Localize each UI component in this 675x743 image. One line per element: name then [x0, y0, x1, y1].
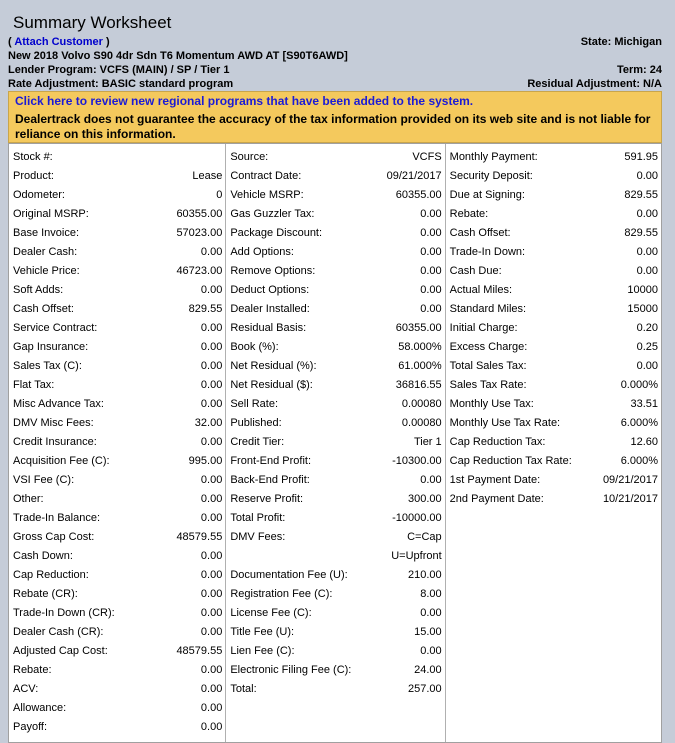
worksheet-row — [13, 281, 222, 300]
field-label: 1st Payment Date: — [449, 474, 541, 486]
worksheet-row — [230, 338, 441, 357]
worksheet-row — [450, 281, 658, 300]
attach-customer-link[interactable]: Attach Customer — [14, 36, 103, 48]
field-value: 0.00 — [420, 246, 442, 258]
field-label: Rebate: — [13, 664, 52, 676]
field-value: 0.00 — [200, 550, 223, 562]
field-value: 995.00 — [188, 455, 223, 467]
worksheet-row — [230, 376, 441, 395]
worksheet-row — [450, 490, 658, 509]
worksheet-row — [450, 338, 658, 357]
field-label: Vehicle MSRP: — [230, 189, 304, 201]
field-label: Cash Offset: — [13, 303, 74, 315]
worksheet-row — [230, 167, 441, 186]
worksheet-row — [230, 547, 441, 566]
worksheet-row — [230, 395, 441, 414]
field-value: 0.20 — [636, 322, 658, 334]
field-value: 0.00080 — [401, 417, 442, 429]
field-value: 09/21/2017 — [602, 474, 658, 486]
field-value: 0.00 — [420, 284, 442, 296]
worksheet-row — [13, 623, 222, 642]
field-label: Contract Date: — [230, 170, 302, 182]
worksheet-row — [230, 357, 441, 376]
worksheet-row — [230, 642, 441, 661]
field-value: 48579.55 — [176, 531, 223, 543]
worksheet-row — [13, 452, 222, 471]
field-label: Credit Insurance: — [13, 436, 97, 448]
field-value: 0.00 — [200, 702, 223, 714]
field-value: 0.000% — [620, 379, 658, 391]
field-value: 24.00 — [414, 664, 442, 676]
worksheet-row — [13, 300, 222, 319]
worksheet-row — [13, 319, 222, 338]
field-value: 0.00 — [420, 265, 442, 277]
attach-open-paren: ( — [8, 36, 12, 48]
field-value: 0.00 — [200, 341, 223, 353]
state-label: State: Michigan — [580, 36, 662, 48]
worksheet-row — [450, 186, 658, 205]
field-label: Actual Miles: — [449, 284, 513, 296]
field-label: Other: — [13, 493, 44, 505]
worksheet-row — [13, 433, 222, 452]
field-label: Gross Cap Cost: — [13, 531, 95, 543]
field-value: Tier 1 — [413, 436, 442, 448]
field-label: Initial Charge: — [449, 322, 518, 334]
field-value: 60355.00 — [395, 322, 442, 334]
worksheet-row — [450, 319, 658, 338]
worksheet-row — [13, 357, 222, 376]
field-label: Cash Due: — [449, 265, 502, 277]
field-label: Cash Down: — [13, 550, 73, 562]
field-value: 10000 — [627, 284, 658, 296]
worksheet-row — [450, 167, 658, 186]
field-label: Cap Reduction Tax Rate: — [449, 455, 572, 467]
field-value: 48579.55 — [176, 645, 223, 657]
worksheet-row — [450, 205, 658, 224]
field-value: 0.00 — [200, 284, 223, 296]
worksheet-row — [230, 262, 441, 281]
field-value: 0.00 — [636, 360, 658, 372]
field-value: 0.00 — [200, 683, 223, 695]
field-value: 0.00 — [200, 474, 223, 486]
field-value: 09/21/2017 — [386, 170, 442, 182]
field-label: Add Options: — [230, 246, 294, 258]
worksheet-row — [230, 661, 441, 680]
field-value: 15000 — [627, 303, 658, 315]
field-value: 0.00 — [420, 227, 442, 239]
field-value: 0.00 — [636, 246, 658, 258]
field-label: Total: — [230, 683, 257, 695]
field-label: Rebate (CR): — [13, 588, 78, 600]
field-label: Rebate: — [449, 208, 489, 220]
field-value: 0.00 — [200, 721, 223, 733]
worksheet-row — [230, 452, 441, 471]
field-value: 8.00 — [420, 588, 442, 600]
worksheet-row — [230, 243, 441, 262]
field-value: 829.55 — [188, 303, 223, 315]
field-label: Flat Tax: — [13, 379, 55, 391]
field-value: 0.00 — [420, 607, 442, 619]
field-label: Cap Reduction Tax: — [449, 436, 546, 448]
field-label: Remove Options: — [230, 265, 316, 277]
worksheet-row — [450, 224, 658, 243]
field-label: Lien Fee (C): — [230, 645, 295, 657]
field-label: Published: — [230, 417, 282, 429]
worksheet-row — [230, 319, 441, 338]
worksheet-row — [230, 585, 441, 604]
field-label: Stock #: — [13, 151, 53, 163]
worksheet-row — [230, 281, 441, 300]
field-label: Adjusted Cap Cost: — [13, 645, 108, 657]
field-value: 300.00 — [408, 493, 442, 505]
field-value: 58.000% — [398, 341, 442, 353]
field-label: Reserve Profit: — [230, 493, 304, 505]
field-label: Original MSRP: — [13, 208, 89, 220]
regional-programs-link[interactable]: Click here to review new regional programs that have been added to the system. — [15, 94, 474, 108]
field-label: Misc Advance Tax: — [13, 398, 104, 410]
field-value: 257.00 — [408, 683, 442, 695]
field-label: Total Sales Tax: — [449, 360, 527, 372]
field-value: 0.00 — [200, 588, 223, 600]
field-label: Product: — [13, 170, 54, 182]
field-value: 0.00 — [420, 645, 442, 657]
worksheet-panel — [8, 143, 662, 743]
worksheet-row — [230, 205, 441, 224]
worksheet-row — [13, 604, 222, 623]
worksheet-row — [450, 433, 658, 452]
worksheet-row — [230, 471, 441, 490]
field-label: Front-End Profit: — [230, 455, 312, 467]
field-label: Sell Rate: — [230, 398, 279, 410]
field-value: 0.00 — [200, 360, 223, 372]
field-label: Service Contract: — [13, 322, 98, 334]
worksheet-row — [13, 338, 222, 357]
field-label: Odometer: — [13, 189, 65, 201]
field-label: Total Profit: — [230, 512, 286, 524]
field-value: 32.00 — [194, 417, 223, 429]
worksheet-row — [450, 376, 658, 395]
field-value: 0.00 — [200, 512, 223, 524]
field-value: 829.55 — [624, 227, 658, 239]
field-value: C=Cap — [407, 531, 442, 543]
cost-column — [9, 144, 226, 742]
field-value: 0.00 — [200, 322, 223, 334]
worksheet-row — [230, 148, 441, 167]
attach-close-paren: ) — [106, 36, 110, 48]
vehicle-row — [8, 49, 662, 63]
field-value: 33.51 — [630, 398, 658, 410]
field-label: Cap Reduction: — [13, 569, 89, 581]
field-value: 0.00 — [200, 626, 223, 638]
worksheet-row — [13, 680, 222, 699]
worksheet-row — [230, 433, 441, 452]
worksheet-row — [230, 566, 441, 585]
field-value: 0.00 — [200, 398, 223, 410]
worksheet-row — [13, 148, 222, 167]
field-value: VCFS — [412, 151, 442, 163]
field-label: Sales Tax (C): — [13, 360, 82, 372]
field-label: Acquisition Fee (C): — [13, 455, 110, 467]
worksheet-row — [450, 300, 658, 319]
worksheet-row — [13, 243, 222, 262]
field-label: DMV Misc Fees: — [13, 417, 94, 429]
field-value: 0 — [216, 189, 223, 201]
field-label: Payoff: — [13, 721, 48, 733]
worksheet-row — [13, 566, 222, 585]
field-label: Electronic Filing Fee (C): — [230, 664, 352, 676]
field-label: Vehicle Price: — [13, 265, 80, 277]
tax-disclaimer: Dealertrack does not guarantee the accuracy of the tax information provided on its web site and is not liable for reliance on this information. — [15, 112, 651, 141]
field-value: 0.00 — [200, 436, 223, 448]
lender-program: Lender Program: VCFS (MAIN) / SP / Tier 1 — [8, 64, 230, 76]
field-value: 0.00 — [420, 474, 442, 486]
worksheet-row — [450, 262, 658, 281]
worksheet-row — [13, 585, 222, 604]
field-label: Dealer Cash: — [13, 246, 78, 258]
field-value: 0.00 — [636, 208, 658, 220]
field-label: Documentation Fee (U): — [230, 569, 348, 581]
worksheet-row — [450, 357, 658, 376]
worksheet-row — [450, 395, 658, 414]
field-value: 46723.00 — [176, 265, 223, 277]
worksheet-row — [450, 414, 658, 433]
field-value: 0.00 — [420, 208, 442, 220]
field-value: 0.00 — [420, 303, 442, 315]
field-value: 0.00 — [200, 569, 223, 581]
field-value: 0.00 — [200, 607, 223, 619]
worksheet-row — [450, 243, 658, 262]
field-label: Credit Tier: — [230, 436, 285, 448]
worksheet-row — [13, 528, 222, 547]
field-label: Registration Fee (C): — [230, 588, 333, 600]
field-value: 6.000% — [620, 417, 658, 429]
field-label: Cash Offset: — [449, 227, 511, 239]
worksheet-row — [13, 661, 222, 680]
field-label: Gap Insurance: — [13, 341, 89, 353]
field-value: U=Upfront — [391, 550, 442, 562]
field-value: 0.00 — [200, 664, 223, 676]
field-label: Dealer Installed: — [230, 303, 310, 315]
worksheet-row — [230, 300, 441, 319]
worksheet-row — [13, 186, 222, 205]
field-value: 36816.55 — [395, 379, 442, 391]
field-label: Source: — [230, 151, 269, 163]
field-value: -10300.00 — [392, 455, 442, 467]
field-value: Lease — [192, 170, 223, 182]
residual-column — [226, 144, 445, 742]
field-label: Trade-In Down (CR): — [13, 607, 115, 619]
worksheet-row — [230, 623, 441, 642]
attach-row — [8, 35, 662, 49]
worksheet-row — [230, 186, 441, 205]
field-value: 0.00080 — [401, 398, 442, 410]
field-label: Sales Tax Rate: — [449, 379, 527, 391]
worksheet-row — [13, 224, 222, 243]
field-value: 60355.00 — [395, 189, 442, 201]
field-label: Package Discount: — [230, 227, 323, 239]
field-label: License Fee (C): — [230, 607, 312, 619]
worksheet-row — [230, 224, 441, 243]
worksheet-row — [13, 490, 222, 509]
field-label: Book (%): — [230, 341, 279, 353]
worksheet-row — [13, 642, 222, 661]
field-label: Monthly Use Tax: — [449, 398, 534, 410]
worksheet-row — [13, 509, 222, 528]
rate-row — [8, 77, 662, 91]
field-value: 61.000% — [398, 360, 442, 372]
term-label: Term: 24 — [616, 64, 662, 76]
worksheet-row — [230, 604, 441, 623]
payment-column — [446, 144, 661, 742]
vehicle-description: New 2018 Volvo S90 4dr Sdn T6 Momentum AWD AT [S90T6AWD] — [8, 50, 348, 62]
page-title: Summary Worksheet — [13, 13, 172, 32]
field-label: Base Invoice: — [13, 227, 80, 239]
field-label: Back-End Profit: — [230, 474, 310, 486]
worksheet-row — [13, 471, 222, 490]
worksheet-row — [13, 395, 222, 414]
field-label: Net Residual (%): — [230, 360, 317, 372]
field-value: 0.00 — [200, 379, 223, 391]
field-label: 2nd Payment Date: — [449, 493, 544, 505]
field-value: 0.00 — [200, 246, 223, 258]
worksheet-row — [230, 490, 441, 509]
field-value: 15.00 — [414, 626, 442, 638]
worksheet-row — [230, 680, 441, 699]
field-label: ACV: — [13, 683, 39, 695]
field-label: Soft Adds: — [13, 284, 64, 296]
field-label: Standard Miles: — [449, 303, 527, 315]
field-value: -10000.00 — [392, 512, 442, 524]
worksheet-row — [230, 528, 441, 547]
field-value: 12.60 — [630, 436, 658, 448]
field-value: 57023.00 — [176, 227, 223, 239]
worksheet-row — [13, 376, 222, 395]
field-label: Monthly Use Tax Rate: — [449, 417, 561, 429]
field-label: Security Deposit: — [449, 170, 533, 182]
field-value: 6.000% — [620, 455, 658, 467]
residual-adjustment: Residual Adjustment: N/A — [527, 78, 662, 90]
rate-adjustment: Rate Adjustment: BASIC standard program — [8, 78, 234, 90]
field-value: 829.55 — [624, 189, 658, 201]
worksheet-row — [230, 414, 441, 433]
worksheet-row — [450, 148, 658, 167]
field-label: Trade-In Balance: — [13, 512, 101, 524]
field-value: 60355.00 — [176, 208, 223, 220]
notice-banner — [8, 91, 662, 143]
field-label: VSI Fee (C): — [13, 474, 75, 486]
worksheet-row — [13, 167, 222, 186]
worksheet-row — [13, 414, 222, 433]
field-label: Trade-In Down: — [449, 246, 526, 258]
field-value: 0.00 — [636, 170, 658, 182]
worksheet-row — [13, 205, 222, 224]
worksheet-row — [450, 452, 658, 471]
field-value: 0.00 — [636, 265, 658, 277]
worksheet-row — [13, 699, 222, 718]
field-label: Deduct Options: — [230, 284, 310, 296]
field-label: Dealer Cash (CR): — [13, 626, 104, 638]
field-label: Gas Guzzler Tax: — [230, 208, 315, 220]
lender-row — [8, 63, 662, 77]
worksheet-row — [230, 509, 441, 528]
field-value: 0.00 — [200, 493, 223, 505]
field-label: Allowance: — [13, 702, 67, 714]
worksheet-row — [450, 471, 658, 490]
attach-customer-wrapper — [8, 35, 110, 49]
field-value: 0.25 — [636, 341, 658, 353]
worksheet-row — [13, 262, 222, 281]
field-label: Due at Signing: — [449, 189, 525, 201]
worksheet-row — [13, 718, 222, 737]
worksheet-row — [13, 547, 222, 566]
field-label: Title Fee (U): — [230, 626, 295, 638]
field-value: 10/21/2017 — [602, 493, 658, 505]
field-value: 210.00 — [408, 569, 442, 581]
field-value: 591.95 — [624, 151, 658, 163]
field-label: Excess Charge: — [449, 341, 528, 353]
field-label: Net Residual ($): — [230, 379, 313, 391]
field-label: DMV Fees: — [230, 531, 286, 543]
field-label: Residual Basis: — [230, 322, 307, 334]
field-label: Monthly Payment: — [449, 151, 538, 163]
